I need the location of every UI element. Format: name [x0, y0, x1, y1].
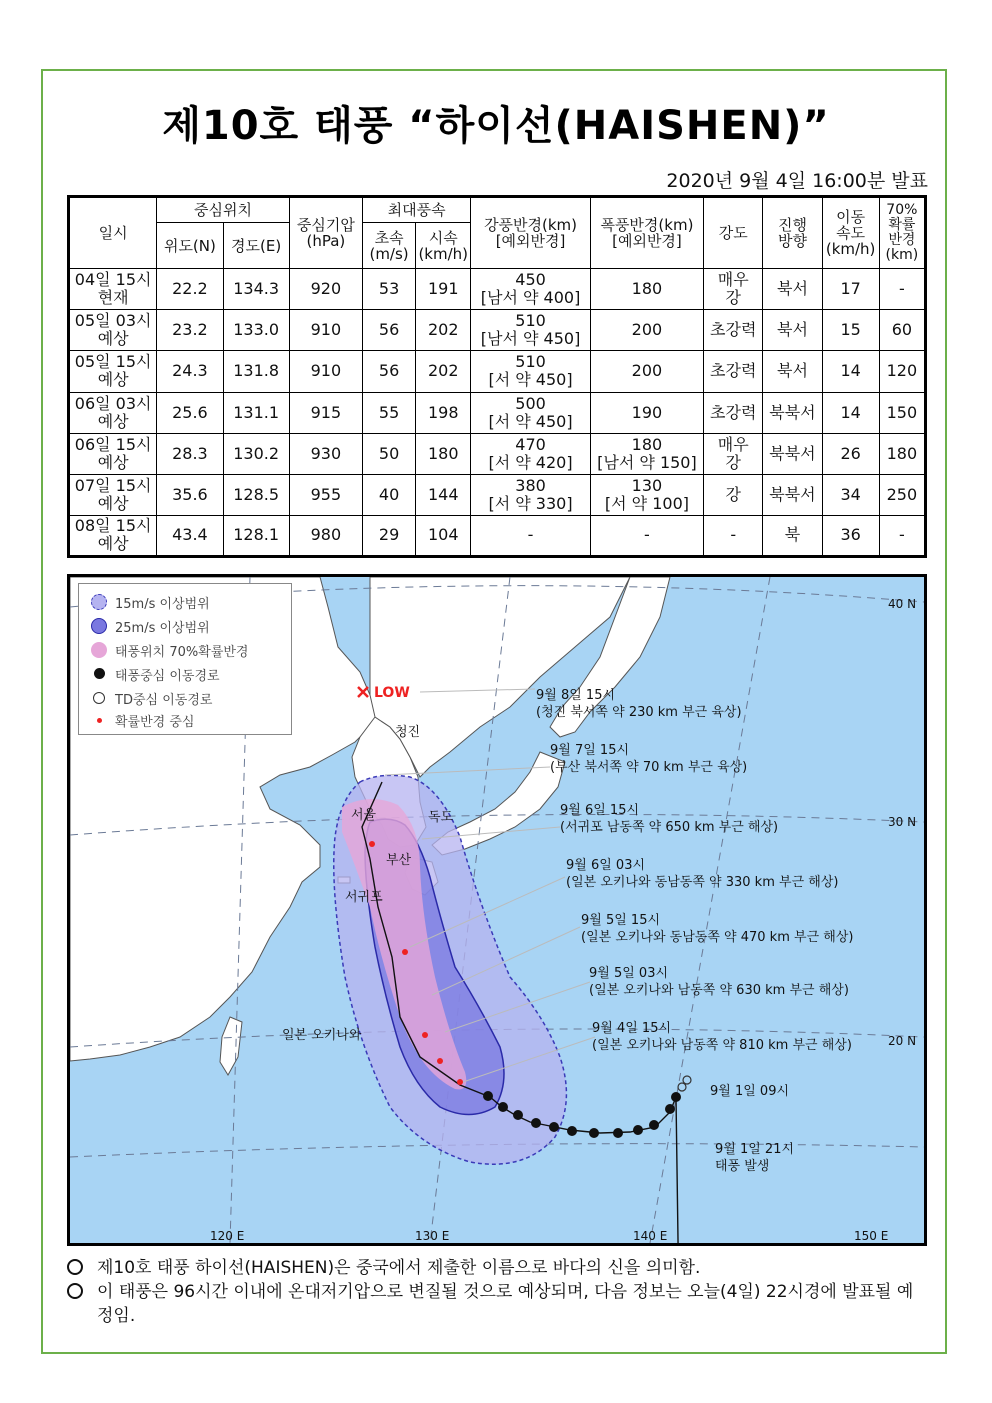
cell-gale: 500 [서 약 450] [471, 392, 590, 433]
header-speed: 이동 속도 (km/h) [822, 197, 879, 269]
cell-prob: 180 [879, 433, 925, 474]
cell-speed: 17 [822, 269, 879, 310]
city-cheongjin: 청진 [395, 725, 421, 740]
cell-intensity: 강 [704, 474, 763, 515]
cell-time: 08일 15시 예상 [69, 515, 157, 556]
track-marker [649, 1120, 659, 1130]
cell-lon: 131.1 [223, 392, 289, 433]
note-2: 이 태풍은 96시간 이내에 온대저기압으로 변질될 것으로 예상되며, 다음 정보는 오늘(4일) 22시경에 발표될 예정임. [67, 1280, 927, 1328]
track-marker [549, 1122, 559, 1132]
forecast-rows [69, 269, 926, 557]
cell-lat: 25.6 [157, 392, 223, 433]
prob-center [457, 1079, 463, 1085]
cell-prob: 60 [879, 310, 925, 351]
cell-lon: 130.2 [223, 433, 289, 474]
annotation-sep5-03: 9월 5일 03시 (일본 오키나와 남동쪽 약 630 km 부근 해상) [589, 966, 849, 998]
header-ms: 초속 (m/s) [362, 223, 415, 269]
annotation-sep6-15: 9월 6일 15시 (서귀포 남동쪽 약 650 km 부근 해상) [560, 803, 779, 835]
cell-time: 07일 15시 예상 [69, 474, 157, 515]
cell-ms: 55 [362, 392, 415, 433]
cell-storm: - [590, 515, 703, 556]
cell-kmh: 180 [416, 433, 471, 474]
header-lat: 위도(N) [157, 223, 223, 269]
cell-lon: 128.1 [223, 515, 289, 556]
cell-kmh: 202 [416, 351, 471, 392]
lon-120e: 120 E [210, 1229, 245, 1243]
cell-gale: 380 [서 약 330] [471, 474, 590, 515]
track-marker [633, 1125, 643, 1135]
cell-intensity: 초강력 [704, 392, 763, 433]
track-marker [665, 1104, 675, 1114]
cell-kmh: 198 [416, 392, 471, 433]
cell-direction: 북북서 [763, 474, 822, 515]
track-marker [671, 1092, 681, 1102]
typhoon-symbol-icon [89, 664, 109, 684]
cell-direction: 북서 [763, 310, 822, 351]
cell-kmh: 191 [416, 269, 471, 310]
cell-storm: 190 [590, 392, 703, 433]
legend-track: 태풍중심 이동경로 [89, 664, 220, 684]
annotation-sep8: 9월 8일 15시 (청진 북서쪽 약 230 km 부근 육상) [536, 688, 742, 720]
legend-td: TD중심 이동경로 [89, 688, 212, 708]
cell-pressure: 955 [289, 474, 362, 515]
header-pressure: 중심기압 (hPa) [289, 197, 362, 269]
cell-time: 06일 03시 예상 [69, 392, 157, 433]
table-row [69, 351, 926, 392]
legend-r25: 25m/s 이상범위 [89, 616, 210, 636]
city-seoul: 서울 [351, 808, 377, 823]
cell-prob: 250 [879, 474, 925, 515]
cell-pressure: 930 [289, 433, 362, 474]
td-symbol-icon [89, 688, 109, 708]
prob-center [437, 1058, 443, 1064]
cell-time: 06일 15시 예상 [69, 433, 157, 474]
cell-prob: 150 [879, 392, 925, 433]
lat-30n: 30 N [888, 815, 917, 829]
cell-lat: 28.3 [157, 433, 223, 474]
header-kmh: 시속 (km/h) [416, 223, 471, 269]
table-row [69, 474, 926, 515]
cell-ms: 53 [362, 269, 415, 310]
cell-direction: 북서 [763, 269, 822, 310]
cell-storm: 200 [590, 310, 703, 351]
lat-40n: 40 N [888, 597, 917, 611]
td-marker [683, 1076, 691, 1084]
r15-swatch-icon [89, 592, 109, 612]
header-prob: 70% 확률 반경 (km) [879, 197, 925, 269]
cell-speed: 14 [822, 351, 879, 392]
cell-storm: 180 [남서 약 150] [590, 433, 703, 474]
lat-20n: 20 N [888, 1034, 917, 1048]
cell-pressure: 910 [289, 351, 362, 392]
typhoon-track-map [67, 574, 927, 1246]
annotation-sep7: 9월 7일 15시 (부산 북서쪽 약 70 km 부근 육상) [550, 743, 748, 775]
cell-storm: 130 [서 약 100] [590, 474, 703, 515]
header-lon: 경도(E) [223, 223, 289, 269]
cell-prob: - [879, 269, 925, 310]
cell-pressure: 910 [289, 310, 362, 351]
annotation-sep6-03: 9월 6일 03시 (일본 오키나와 동남동쪽 약 330 km 부근 해상) [566, 858, 839, 890]
cell-kmh: 104 [416, 515, 471, 556]
cell-ms: 56 [362, 310, 415, 351]
header-direction: 진행 방향 [763, 197, 822, 269]
header-gale: 강풍반경(km) [예외반경] [471, 197, 590, 269]
cell-lon: 131.8 [223, 351, 289, 392]
cell-gale: 470 [서 약 420] [471, 433, 590, 474]
cell-lat: 35.6 [157, 474, 223, 515]
cell-lat: 22.2 [157, 269, 223, 310]
legend-prob: 태풍위치 70%확률반경 [89, 640, 249, 660]
prob-swatch-icon [89, 640, 109, 660]
lon-150e: 150 E [854, 1229, 889, 1243]
center-dot-icon [89, 710, 109, 730]
cell-storm: 180 [590, 269, 703, 310]
bullet-circle-icon [67, 1283, 83, 1299]
forecast-table [67, 195, 927, 558]
cell-direction: 북북서 [763, 392, 822, 433]
track-marker [498, 1102, 508, 1112]
page-title: 제10호 태풍 “하이선(HAISHEN)” [162, 103, 830, 149]
cell-gale: 510 [남서 약 450] [471, 310, 590, 351]
cell-ms: 56 [362, 351, 415, 392]
cell-direction: 북서 [763, 351, 822, 392]
cell-intensity: 매우 강 [704, 433, 763, 474]
cell-intensity: 매우 강 [704, 269, 763, 310]
cell-time: 05일 03시 예상 [69, 310, 157, 351]
track-marker [567, 1126, 577, 1136]
city-dokdo: 독도 [428, 810, 454, 825]
legend-center: 확률반경 중심 [89, 710, 194, 730]
r25-swatch-icon [89, 616, 109, 636]
cell-lat: 43.4 [157, 515, 223, 556]
header-storm: 폭풍반경(km) [예외반경] [590, 197, 703, 269]
table-row [69, 392, 926, 433]
cell-prob: 120 [879, 351, 925, 392]
cell-speed: 14 [822, 392, 879, 433]
legend-r15: 15m/s 이상범위 [89, 592, 210, 612]
table-row [69, 433, 926, 474]
prob-center [402, 949, 408, 955]
city-okinawa: 일본 오키나와 [282, 1028, 362, 1043]
lon-130e: 130 E [415, 1229, 450, 1243]
cell-time: 05일 15시 예상 [69, 351, 157, 392]
cell-lat: 24.3 [157, 351, 223, 392]
cell-intensity: 초강력 [704, 310, 763, 351]
cell-gale: - [471, 515, 590, 556]
table-row [69, 515, 926, 556]
prob-center [422, 1032, 428, 1038]
cell-lon: 134.3 [223, 269, 289, 310]
track-marker [589, 1128, 599, 1138]
cell-ms: 40 [362, 474, 415, 515]
annotation-sep4-15: 9월 4일 15시 (일본 오키나와 남동쪽 약 810 km 부근 해상) [592, 1021, 852, 1053]
track-marker [483, 1091, 493, 1101]
note-1: 제10호 태풍 하이선(HAISHEN)은 중국에서 제출한 이름으로 바다의 신을 의미함. [67, 1256, 927, 1280]
cell-time: 04일 15시 현재 [69, 269, 157, 310]
cell-lon: 133.0 [223, 310, 289, 351]
cell-gale: 450 [남서 약 400] [471, 269, 590, 310]
cell-intensity: - [704, 515, 763, 556]
prob-center [369, 841, 375, 847]
lon-140e: 140 E [633, 1229, 668, 1243]
cell-speed: 34 [822, 474, 879, 515]
cell-ms: 29 [362, 515, 415, 556]
notes [67, 1256, 927, 1328]
map-legend [78, 583, 292, 735]
cell-speed: 26 [822, 433, 879, 474]
city-seogwipo: 서귀포 [345, 890, 383, 905]
track-marker [531, 1118, 541, 1128]
bullet-circle-icon [67, 1259, 83, 1275]
cell-storm: 200 [590, 351, 703, 392]
table-row [69, 310, 926, 351]
track-marker [613, 1128, 623, 1138]
cell-kmh: 144 [416, 474, 471, 515]
annotation-sep1-09: 9월 1일 09시 [710, 1084, 790, 1099]
table-row [69, 269, 926, 310]
cell-pressure: 980 [289, 515, 362, 556]
low-label: LOW [374, 685, 410, 701]
header-intensity: 강도 [704, 197, 763, 269]
cell-ms: 50 [362, 433, 415, 474]
cell-lon: 128.5 [223, 474, 289, 515]
cell-pressure: 920 [289, 269, 362, 310]
header-maxwind: 최대풍속 [362, 197, 470, 223]
cell-speed: 36 [822, 515, 879, 556]
cell-kmh: 202 [416, 310, 471, 351]
taiwan [220, 1017, 242, 1075]
track-marker [513, 1110, 523, 1120]
cell-direction: 북 [763, 515, 822, 556]
cell-pressure: 915 [289, 392, 362, 433]
annotation-sep1-21: 9월 1일 21시 태풍 발생 [715, 1142, 795, 1174]
issued-date: 2020년 9월 4일 16:00분 발표 [666, 170, 928, 192]
td-marker [678, 1083, 686, 1091]
header-center: 중심위치 [157, 197, 289, 223]
cell-intensity: 초강력 [704, 351, 763, 392]
cell-prob: - [879, 515, 925, 556]
header-time: 일시 [69, 197, 157, 269]
cell-lat: 23.2 [157, 310, 223, 351]
annotation-sep5-15: 9월 5일 15시 (일본 오키나와 동남동쪽 약 470 km 부근 해상) [581, 913, 854, 945]
cell-gale: 510 [서 약 450] [471, 351, 590, 392]
cell-direction: 북북서 [763, 433, 822, 474]
city-busan: 부산 [386, 853, 412, 868]
cell-speed: 15 [822, 310, 879, 351]
